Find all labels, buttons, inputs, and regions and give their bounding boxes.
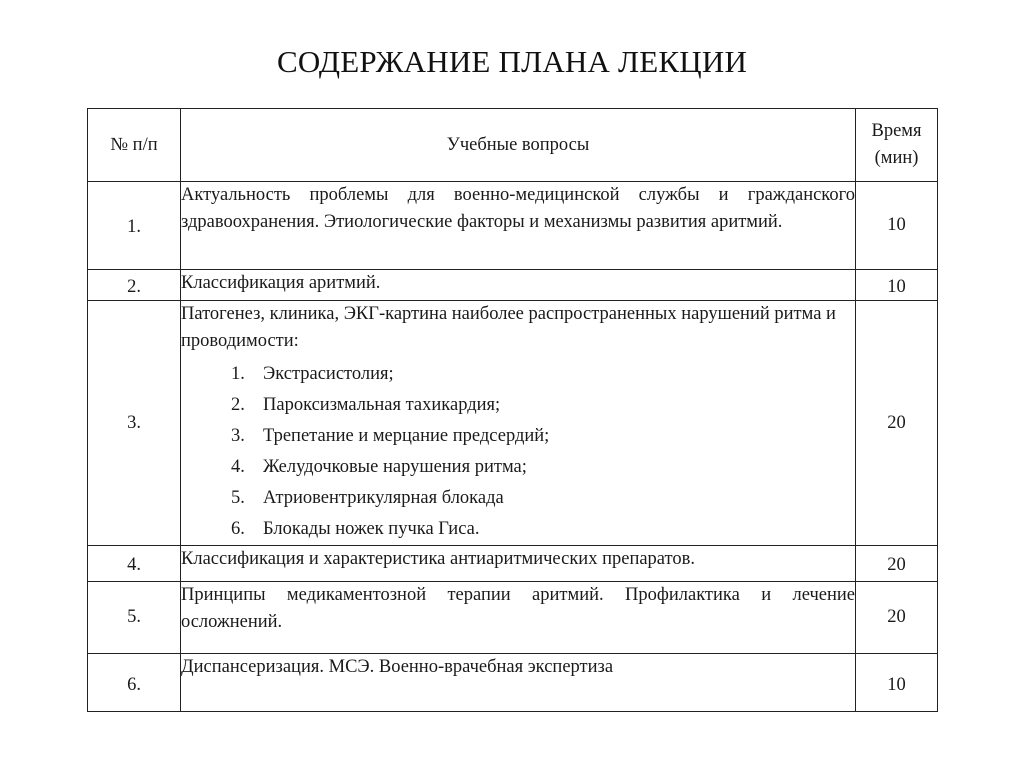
- row-number-cell: [88, 654, 181, 712]
- table-header-row: [88, 109, 938, 182]
- list-item: [181, 452, 855, 483]
- row-number-cell: [88, 301, 181, 546]
- list-item-number: 3.: [231, 426, 245, 446]
- row-time: 20: [887, 412, 906, 433]
- row-time-cell: [856, 182, 938, 270]
- row-question: Классификация и характеристика антиаритмических препаратов.: [181, 546, 856, 582]
- list-item: [181, 390, 855, 421]
- row-time: 10: [887, 215, 906, 235]
- row-question: Классификация аритмий.: [181, 270, 856, 301]
- list-item-text: Блокады ножек пучка Гиса.: [263, 519, 480, 539]
- header-time-line2: (мин): [874, 148, 919, 168]
- row-time-cell: [856, 654, 938, 712]
- list-item-number: 5.: [231, 488, 245, 508]
- list-item-text: Пароксизмальная тахикардия;: [263, 395, 501, 415]
- row-number: 2.: [127, 276, 141, 297]
- table-row: [88, 182, 938, 270]
- header-questions: Учебные вопросы: [181, 109, 856, 182]
- list-item-number: 6.: [231, 519, 245, 539]
- row-time: 10: [887, 675, 906, 695]
- row-number-cell: [88, 182, 181, 270]
- list-item-text: Желудочковые нарушения ритма;: [263, 457, 527, 477]
- row-number: 4.: [127, 555, 141, 575]
- row-number-cell: [88, 582, 181, 654]
- table-row: [88, 654, 938, 712]
- row-number: 1.: [127, 217, 141, 237]
- list-item-text: Трепетание и мерцание предсердий;: [263, 426, 550, 446]
- row-number: 3.: [127, 412, 141, 433]
- table-row: [88, 546, 938, 582]
- list-item-number: 1.: [231, 364, 245, 384]
- lecture-plan-table: [87, 108, 938, 712]
- header-time-line1: Время: [871, 121, 922, 141]
- list-item-number: 2.: [231, 395, 245, 415]
- list-item-text: Атриовентрикулярная блокада: [263, 488, 504, 508]
- row-question: Актуальность проблемы для военно-медицинской службы и гражданского здравоохранения. Этиологические факторы и механизмы развития аритмий.: [181, 182, 856, 270]
- list-item: [181, 359, 855, 390]
- row-time: 20: [887, 607, 906, 627]
- row-question: Диспансеризация. МСЭ. Военно-врачебная экспертиза: [181, 654, 856, 712]
- row-question: Патогенез, клиника, ЭКГ-картина наиболее распространенных нарушений ритма и проводимости:: [181, 304, 836, 351]
- list-item: [181, 483, 855, 514]
- sub-topic-list: [181, 359, 855, 545]
- row-time-cell: [856, 270, 938, 301]
- list-item-text: Экстрасистолия;: [263, 364, 394, 384]
- row-number-cell: [88, 546, 181, 582]
- table-row: [88, 301, 938, 546]
- page-title: СОДЕРЖАНИЕ ПЛАНА ЛЕКЦИИ: [276, 44, 748, 79]
- list-item-number: 4.: [231, 457, 245, 477]
- row-time-cell: [856, 582, 938, 654]
- row-number: 5.: [127, 607, 141, 627]
- row-time-cell: [856, 301, 938, 546]
- row-question-cell: [181, 301, 856, 546]
- table-row: [88, 582, 938, 654]
- table-row: [88, 270, 938, 301]
- row-time-cell: [856, 546, 938, 582]
- row-time: 20: [887, 555, 906, 575]
- header-time: [856, 109, 938, 182]
- row-time: 10: [887, 276, 906, 297]
- row-question: Принципы медикаментозной терапии аритмий. Профилактика и лечение осложнений.: [181, 582, 856, 654]
- row-number-cell: [88, 270, 181, 301]
- list-item: [181, 421, 855, 452]
- row-number: 6.: [127, 675, 141, 695]
- header-number: № п/п: [88, 109, 181, 182]
- list-item: [181, 514, 855, 545]
